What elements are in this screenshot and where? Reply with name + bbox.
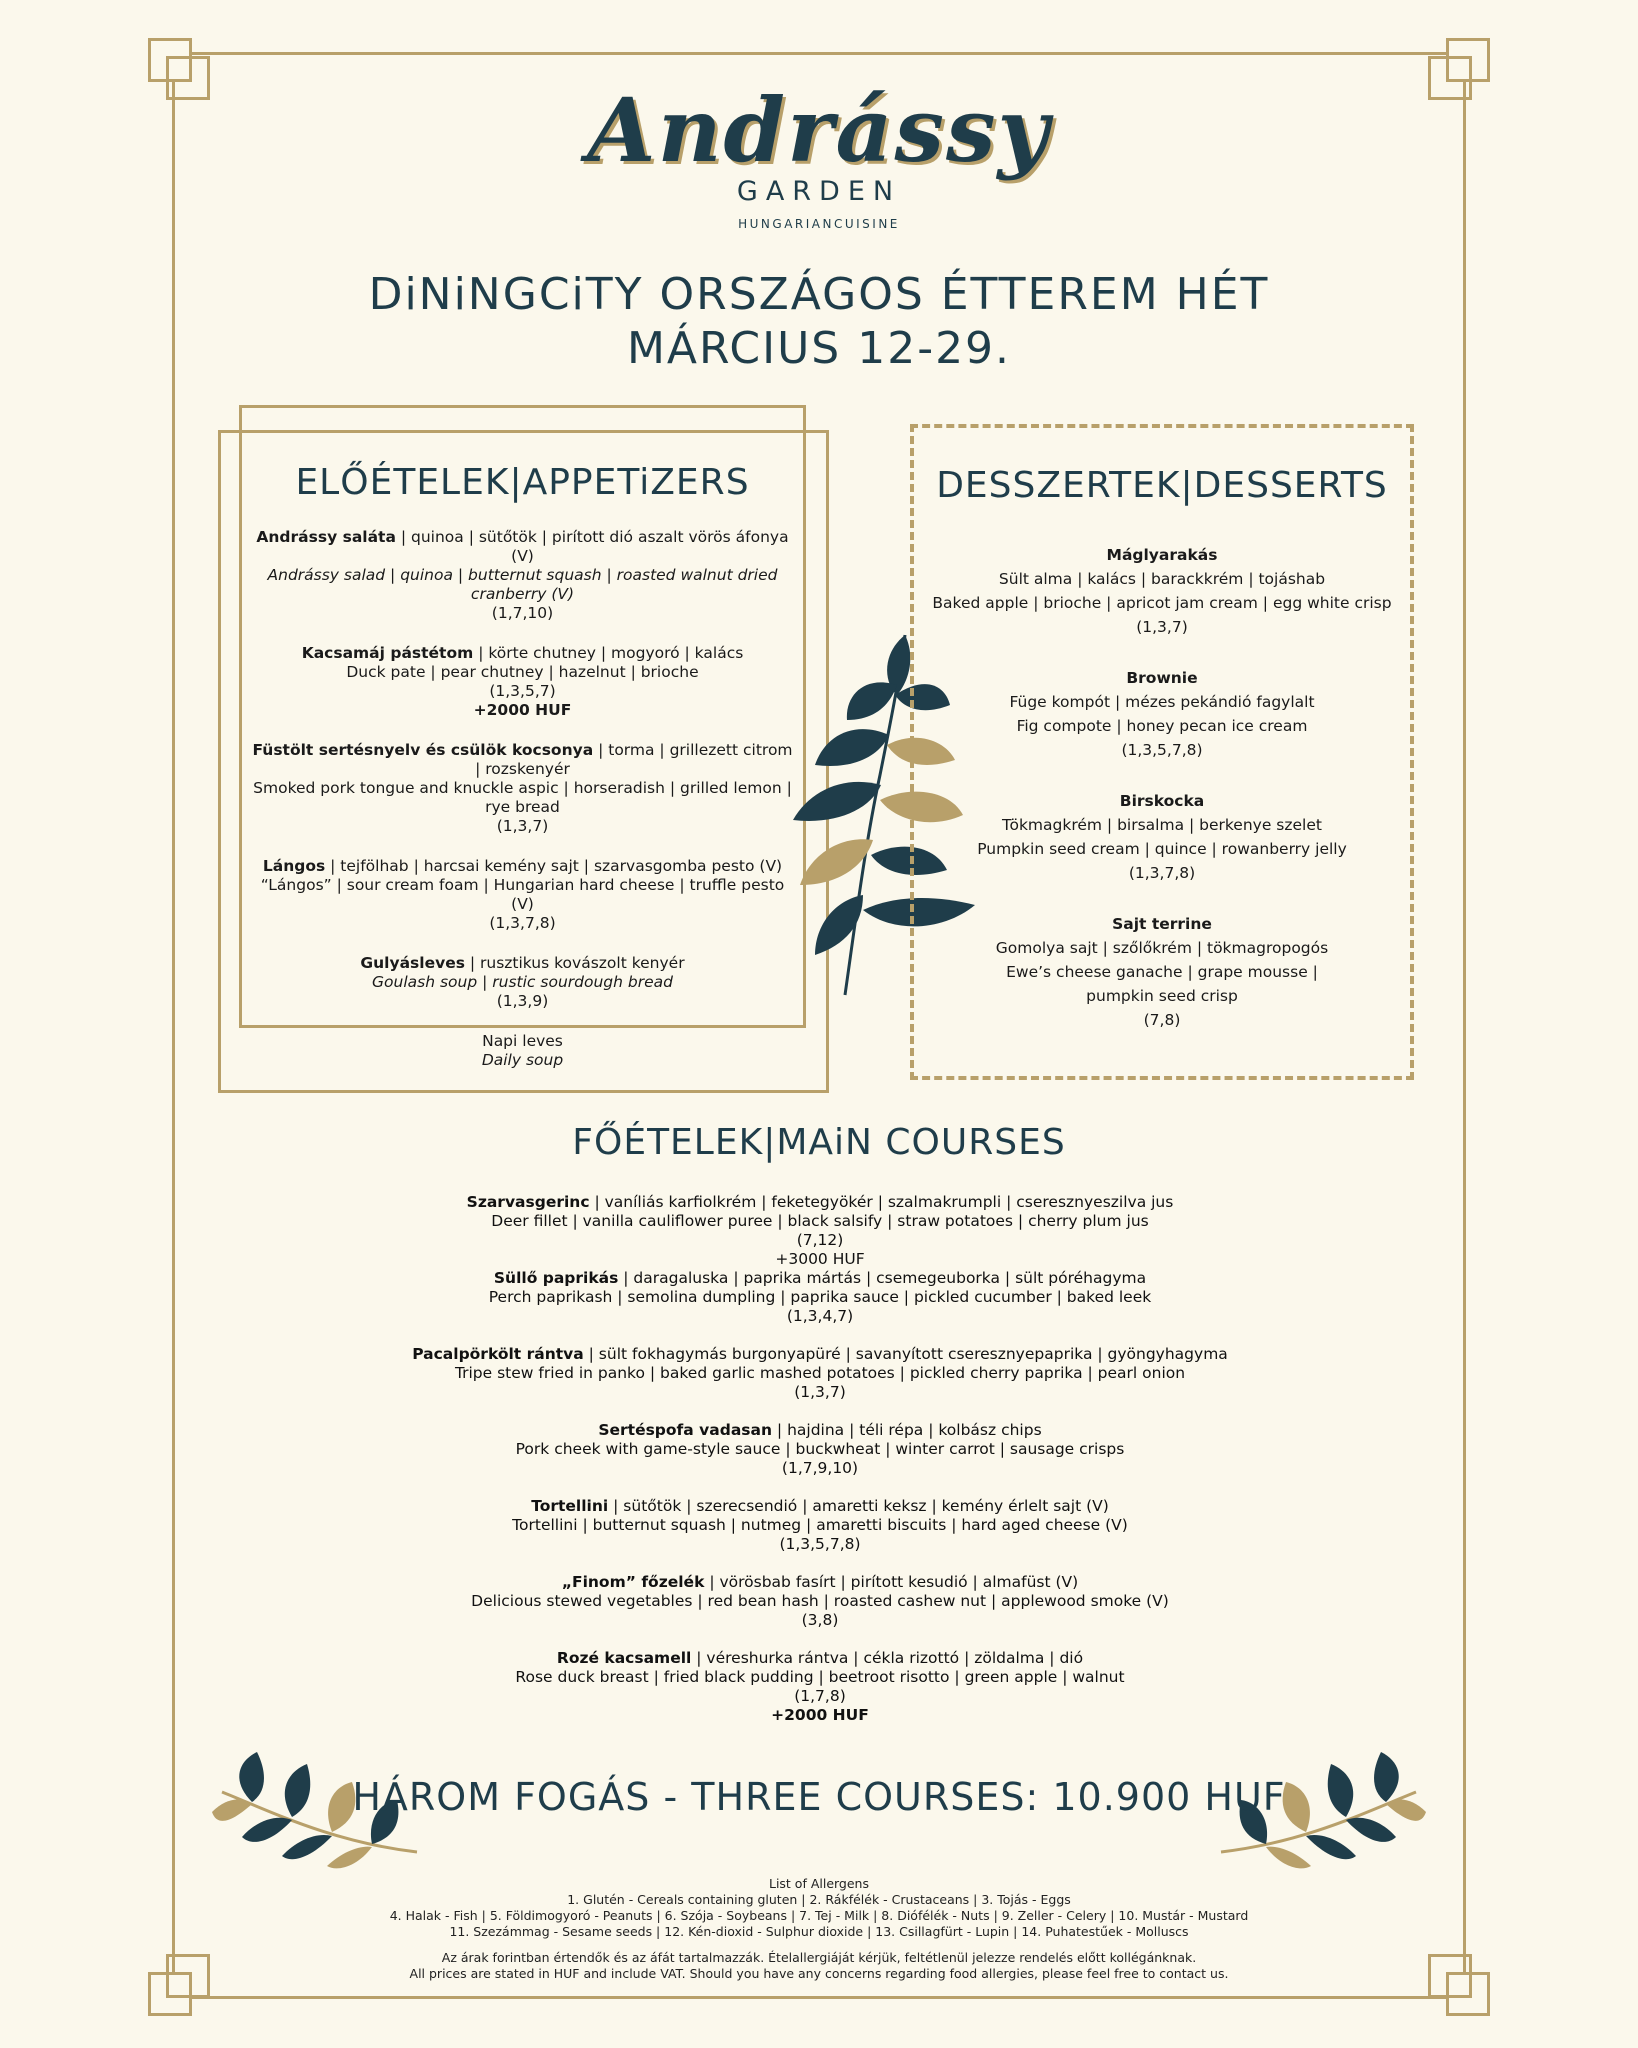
dessert-item [920,789,1404,885]
appetizer-desc-hu: Napi leves [482,1032,563,1050]
disclaimer-en: All prices are stated in HUF and include VAT. Should you have any concerns regarding food allergies, please feel free to contact us. [409,1966,1229,1981]
desserts-list [920,543,1404,1059]
appetizer-item [250,644,795,720]
dessert-desc-en: Ewe’s cheese ganache | grape mousse | pumpkin seed crisp [1006,963,1318,1005]
main-desc-en: Tortellini | butternut squash | nutmeg | amaretti biscuits | hard aged cheese (V) [512,1516,1128,1534]
appetizer-item [250,528,795,623]
dessert-name: Brownie [1126,669,1198,687]
dessert-allergens: (1,3,7) [1136,618,1188,636]
appetizer-item [250,954,795,1011]
main-allergens: (1,7,8) [794,1687,846,1705]
appetizers-title: ELŐÉTELEK|APPETiZERS [295,462,750,503]
appetizer-name: Gulyásleves [360,954,465,972]
appetizer-desc-en: Duck pate | pear chutney | hazelnut | brioche [346,663,699,681]
dessert-allergens: (1,3,5,7,8) [1121,741,1203,759]
frame-bottom [172,1996,1466,1999]
appetizer-desc-hu: | körte chutney | mogyoró | kalács [473,644,744,662]
appetizers-list [250,528,795,1091]
dessert-desc-en: Fig compote | honey pecan ice cream [1016,717,1308,735]
brand-script: Andrássy [587,78,1051,182]
main-item [300,1649,1340,1725]
main-desc-hu: | vaníliás karfiolkrém | feketegyökér | szalmakrumpli | cseresznyeszilva jus [589,1193,1174,1211]
main-name: Tortellini [531,1497,609,1515]
dessert-allergens: (7,8) [1143,1011,1181,1029]
main-allergens: (1,3,7) [794,1383,846,1401]
allergen-line: 11. Szezámmag - Sesame seeds | 12. Kén-dioxid - Sulphur dioxide | 13. Csillagfürt - Lupin | 14. Puhatestűek - Molluscs [449,1924,1189,1939]
headline-line1: DiNiNGCiTY ORSZÁGOS ÉTTEREM HÉT [368,269,1270,320]
appetizer-desc-hu: | tejfölhab | harcsai kemény sajt | szarvasgomba pesto (V) [325,857,783,875]
dessert-item [920,666,1404,762]
appetizer-item [250,1032,795,1070]
appetizer-desc-hu: | rusztikus kovászolt kenyér [464,954,685,972]
main-desc-en: Pork cheek with game-style sauce | buckwheat | winter carrot | sausage crisps [515,1440,1125,1458]
main-allergens: (3,8) [801,1611,839,1629]
dessert-name: Birskocka [1119,792,1205,810]
appetizer-allergens: (1,3,7) [496,817,549,835]
main-item [300,1497,1340,1554]
main-desc-hu: | sütőtök | szerecsendió | amaretti keksz | kemény érlelt sajt (V) [608,1497,1109,1515]
appetizer-name: Andrássy saláta [256,528,396,546]
appetizer-price: +2000 HUF [473,701,572,719]
dessert-desc-en: Baked apple | brioche | apricot jam cream | egg white crisp [932,594,1392,612]
allergen-title: List of Allergens [768,1876,869,1891]
appetizer-desc-hu: | quinoa | sütőtök | pirított dió aszalt vörös áfonya (V) [395,528,789,565]
main-item [300,1573,1340,1630]
appetizer-desc-en: Smoked pork tongue and knuckle aspic | horseradish | grilled lemon | rye bread [253,779,792,816]
dessert-allergens: (1,3,7,8) [1128,864,1196,882]
appetizer-desc-en: Daily soup [481,1051,564,1069]
dessert-name: Máglyarakás [1106,546,1218,564]
appetizer-desc-en: “Lángos” | sour cream foam | Hungarian hard cheese | truffle pesto (V) [260,876,785,913]
main-desc-en: Deer fillet | vanilla cauliflower puree | black salsify | straw potatoes | cherry plum jus [491,1212,1149,1230]
dessert-desc-hu: Füge kompót | mézes pekándió fagylalt [1009,693,1315,711]
price-disclaimer [0,1950,1638,1982]
main-item [300,1269,1340,1326]
headline-line2: MÁRCIUS 12-29. [626,323,1012,374]
allergen-line: 1. Glutén - Cereals containing gluten | 2. Rákfélék - Crustaceans | 3. Tojás - Eggs [567,1892,1071,1907]
main-allergens: (7,12) [796,1231,844,1249]
main-desc-hu: | hajdina | téli répa | kolbász chips [772,1421,1042,1439]
main-allergens: (1,3,4,7) [786,1307,854,1325]
main-desc-hu: | daragaluska | paprika mártás | csemegeuborka | sült póréhagyma [618,1269,1147,1287]
main-price: +2000 HUF [771,1706,869,1724]
appetizer-item [250,741,795,836]
main-item [300,1193,1340,1269]
mains-title: FŐÉTELEK|MAiN COURSES [572,1122,1066,1163]
main-desc-en: Rose duck breast | fried black pudding | beetroot risotto | green apple | walnut [515,1668,1125,1686]
dessert-item [920,543,1404,639]
appetizer-desc-en: Andrássy salad | quinoa | butternut squash | roasted walnut dried cranberry (V) [267,566,778,603]
dessert-desc-en: Pumpkin seed cream | quince | rowanberry jelly [977,840,1347,858]
main-item [300,1345,1340,1402]
appetizer-desc-hu: | torma | grillezett citrom | rozskenyér [475,741,793,778]
appetizer-name: Lángos [262,857,326,875]
main-allergens: (1,7,9,10) [781,1459,859,1477]
dessert-name: Sajt terrine [1112,915,1212,933]
appetizer-name: Füstölt sertésnyelv és csülök kocsonya [252,741,594,759]
main-name: „Finom” főzelék [561,1573,705,1591]
main-desc-en: Perch paprikash | semolina dumpling | paprika sauce | pickled cucumber | baked leek [488,1288,1152,1306]
main-name: Sertéspofa vadasan [598,1421,772,1439]
main-desc-en: Delicious stewed vegetables | red bean hash | roasted cashew nut | applewood smoke (V) [471,1592,1169,1610]
dessert-desc-hu: Tökmagkrém | birsalma | berkenye szelet [1002,816,1322,834]
main-name: Pacalpörkölt rántva [412,1345,584,1363]
appetizer-item [250,857,795,933]
disclaimer-hu: Az árak forintban értendők és az áfát tartalmazzák. Ételallergiáját kérjük, feltétlenül jelezze rendelés előtt kollégánknak. [441,1950,1197,1965]
main-item [300,1421,1340,1478]
desserts-title: DESSZERTEK|DESSERTS [936,465,1388,506]
frame-top [172,52,1466,55]
main-desc-en: Tripe stew fried in panko | baked garlic mashed potatoes | pickled cherry paprika | pearl onion [454,1364,1186,1382]
dessert-item [920,912,1404,1032]
allergen-list [0,1876,1638,1940]
mains-list [300,1193,1340,1744]
appetizer-allergens: (1,3,5,7) [489,682,556,700]
dessert-desc-hu: Sült alma | kalács | barackkrém | tojáshab [998,570,1326,588]
main-price: +3000 HUF [775,1250,865,1268]
brand-logo [0,78,1638,231]
main-desc-hu: | sült fokhagymás burgonyapüré | savanyított cseresznyepaprika | gyöngyhagyma [583,1345,1228,1363]
main-name: Szarvasgerinc [466,1193,590,1211]
appetizer-desc-en: Goulash soup | rustic sourdough bread [372,973,673,991]
allergen-line: 4. Halak - Fish | 5. Földimogyoró - Peanuts | 6. Szója - Soybeans | 7. Tej - Milk | 8. Diófélék - Nuts | 9. Zeller - Celery | 10. Mustár - Mustard [389,1908,1249,1923]
appetizer-allergens: (1,3,7,8) [489,914,556,932]
main-desc-hu: | véreshurka rántva | cékla rizottó | zöldalma | dió [691,1649,1084,1667]
appetizer-name: Kacsamáj pástétom [301,644,474,662]
main-desc-hu: | vörösbab fasírt | pirított kesudió | almafüst (V) [704,1573,1079,1591]
appetizer-allergens: (1,3,9) [496,992,549,1010]
dessert-desc-hu: Gomolya sajt | szőlőkrém | tökmagropogós [995,939,1329,957]
three-courses-price: HÁROM FOGÁS - THREE COURSES: 10.900 HUF [352,1775,1286,1819]
brand-garden: GARDEN [736,176,902,207]
main-name: Rozé kacsamell [556,1649,692,1667]
appetizer-allergens: (1,7,10) [491,604,554,622]
main-allergens: (1,3,5,7,8) [779,1535,861,1553]
brand-cuisine: HUNGARIANCUISINE [738,217,900,231]
main-name: Süllő paprikás [493,1269,619,1287]
